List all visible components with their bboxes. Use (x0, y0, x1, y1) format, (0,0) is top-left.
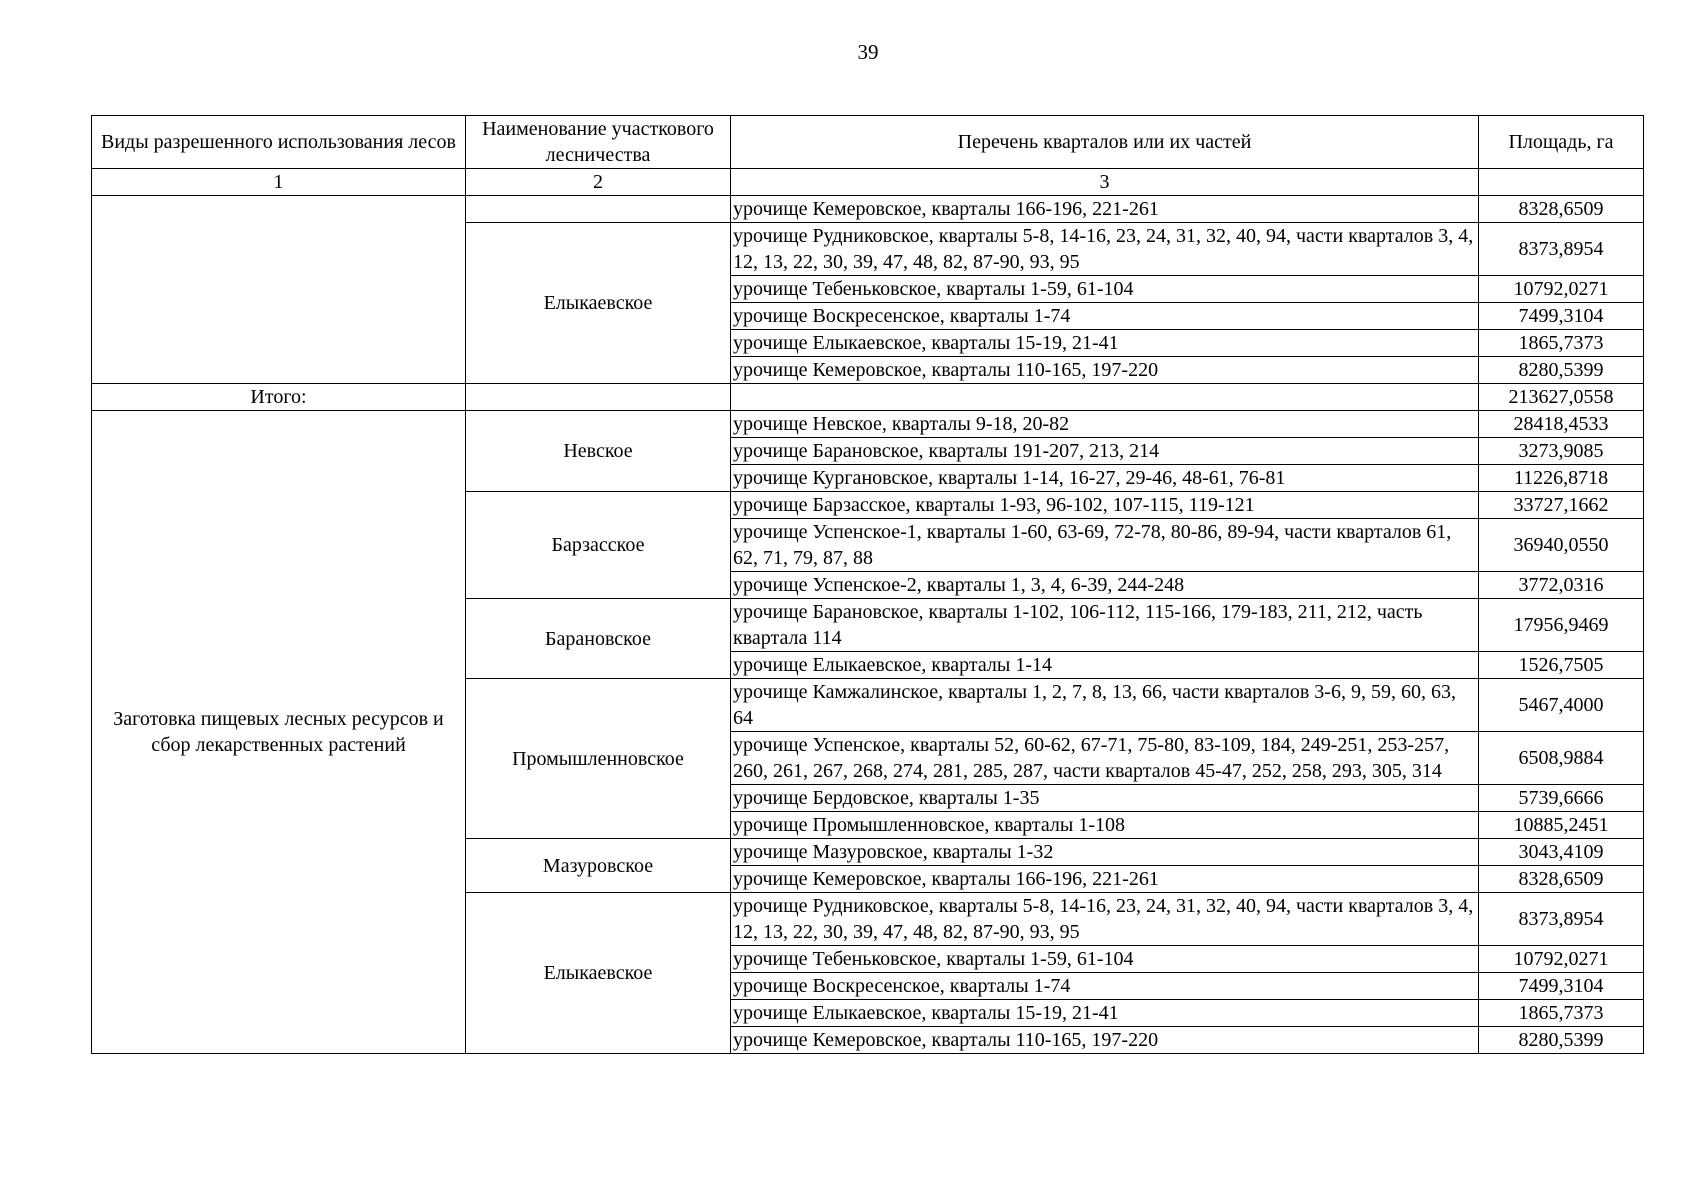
quarters-cell: урочище Кургановское, кварталы 1-14, 16-27, 29-46, 48-61, 76-81 (731, 465, 1479, 492)
page-number: 39 (857, 40, 879, 64)
forestry-name-cell: Елыкаевское (466, 893, 731, 1054)
quarters-cell: урочище Рудниковское, кварталы 5-8, 14-16, 23, 24, 31, 32, 40, 94, части кварталов 3, 4, 12, 13, 22, 30, 39, 47, 48, 82, 87-90, 93, 95 (731, 893, 1479, 946)
column-number-row (92, 169, 1644, 196)
quarters-cell: урочище Барановское, кварталы 1-102, 106-112, 115-166, 179-183, 211, 212, часть квартала 114 (731, 599, 1479, 652)
area-cell: 11226,8718 (1479, 465, 1644, 492)
column-number: 3 (731, 169, 1479, 196)
forest-use-table (91, 115, 1644, 1054)
forestry-name-cell: Мазуровское (466, 839, 731, 893)
area-cell: 6508,9884 (1479, 732, 1644, 785)
area-cell: 8328,6509 (1479, 866, 1644, 893)
area-cell: 36940,0550 (1479, 519, 1644, 572)
forestry-name-cell: Невское (466, 411, 731, 492)
empty-cell (731, 384, 1479, 411)
table-body (92, 196, 1644, 1054)
use-type-cell (92, 196, 466, 384)
area-cell: 5739,6666 (1479, 785, 1644, 812)
area-cell: 8280,5399 (1479, 1027, 1644, 1054)
area-cell: 17956,9469 (1479, 599, 1644, 652)
forestry-name-cell: Промышленновское (466, 679, 731, 839)
quarters-cell: урочище Елыкаевское, кварталы 1-14 (731, 652, 1479, 679)
forestry-name-cell: Барзасское (466, 492, 731, 599)
quarters-cell: урочище Кемеровское, кварталы 166-196, 221-261 (731, 866, 1479, 893)
table-row (92, 196, 1644, 223)
area-cell: 3772,0316 (1479, 572, 1644, 599)
area-cell: 8280,5399 (1479, 357, 1644, 384)
quarters-cell: урочище Барзасское, кварталы 1-93, 96-102, 107-115, 119-121 (731, 492, 1479, 519)
quarters-cell: урочище Кемеровское, кварталы 110-165, 197-220 (731, 1027, 1479, 1054)
area-cell: 7499,3104 (1479, 303, 1644, 330)
quarters-cell: урочище Воскресенское, кварталы 1-74 (731, 973, 1479, 1000)
total-row (92, 384, 1644, 411)
quarters-cell: урочище Мазуровское, кварталы 1-32 (731, 839, 1479, 866)
quarters-cell: урочище Успенское-1, кварталы 1-60, 63-69, 72-78, 80-86, 89-94, части кварталов 61, 62, 71, 79, 87, 88 (731, 519, 1479, 572)
quarters-cell: урочище Камжалинское, кварталы 1, 2, 7, 8, 13, 66, части кварталов 3-6, 9, 59, 60, 63, 64 (731, 679, 1479, 732)
area-cell: 1865,7373 (1479, 1000, 1644, 1027)
forestry-name-cell: Елыкаевское (466, 223, 731, 384)
forestry-name-cell (466, 196, 731, 223)
quarters-cell: урочище Барановское, кварталы 191-207, 213, 214 (731, 438, 1479, 465)
column-number: 1 (92, 169, 466, 196)
quarters-cell: урочище Тебеньковское, кварталы 1-59, 61-104 (731, 276, 1479, 303)
quarters-cell: урочище Тебеньковское, кварталы 1-59, 61-104 (731, 946, 1479, 973)
area-cell: 1526,7505 (1479, 652, 1644, 679)
area-cell: 8373,8954 (1479, 893, 1644, 946)
total-label: Итого: (92, 384, 466, 411)
quarters-cell: урочище Кемеровское, кварталы 166-196, 221-261 (731, 196, 1479, 223)
header-forestry-name: Наименование участкового лесничества (466, 116, 731, 169)
forestry-name-cell: Барановское (466, 599, 731, 679)
table-row (92, 411, 1644, 438)
header-row (92, 116, 1644, 169)
area-cell: 8328,6509 (1479, 196, 1644, 223)
area-cell: 8373,8954 (1479, 223, 1644, 276)
area-cell: 28418,4533 (1479, 411, 1644, 438)
quarters-cell: урочище Успенское, кварталы 52, 60-62, 67-71, 75-80, 83-109, 184, 249-251, 253-257, 260, 261, 267, 268, 274, 281, 285, 287, части кварталов 45-47, 252, 258, 293, 305, 314 (731, 732, 1479, 785)
quarters-cell: урочище Елыкаевское, кварталы 15-19, 21-41 (731, 1000, 1479, 1027)
header-use-type: Виды разрешенного использования лесов (92, 116, 466, 169)
area-cell: 10792,0271 (1479, 276, 1644, 303)
quarters-cell: урочище Невское, кварталы 9-18, 20-82 (731, 411, 1479, 438)
quarters-cell: урочище Рудниковское, кварталы 5-8, 14-16, 23, 24, 31, 32, 40, 94, части кварталов 3, 4, 12, 13, 22, 30, 39, 47, 48, 82, 87-90, 93, 95 (731, 223, 1479, 276)
area-cell: 10885,2451 (1479, 812, 1644, 839)
quarters-cell: урочище Елыкаевское, кварталы 15-19, 21-41 (731, 330, 1479, 357)
area-cell: 5467,4000 (1479, 679, 1644, 732)
quarters-cell: урочище Успенское-2, кварталы 1, 3, 4, 6-39, 244-248 (731, 572, 1479, 599)
quarters-cell: урочище Бердовское, кварталы 1-35 (731, 785, 1479, 812)
column-number: 2 (466, 169, 731, 196)
column-number (1479, 169, 1644, 196)
area-cell: 3273,9085 (1479, 438, 1644, 465)
header-quarters-list: Перечень кварталов или их частей (731, 116, 1479, 169)
area-cell: 7499,3104 (1479, 973, 1644, 1000)
area-cell: 1865,7373 (1479, 330, 1644, 357)
empty-cell (466, 384, 731, 411)
quarters-cell: урочище Промышленновское, кварталы 1-108 (731, 812, 1479, 839)
quarters-cell: урочище Воскресенское, кварталы 1-74 (731, 303, 1479, 330)
total-area: 213627,0558 (1479, 384, 1644, 411)
quarters-cell: урочище Кемеровское, кварталы 110-165, 197-220 (731, 357, 1479, 384)
area-cell: 3043,4109 (1479, 839, 1644, 866)
area-cell: 10792,0271 (1479, 946, 1644, 973)
use-type-cell: Заготовка пищевых лесных ресурсов и сбор лекарственных растений (92, 411, 466, 1054)
area-cell: 33727,1662 (1479, 492, 1644, 519)
header-area: Площадь, га (1479, 116, 1644, 169)
